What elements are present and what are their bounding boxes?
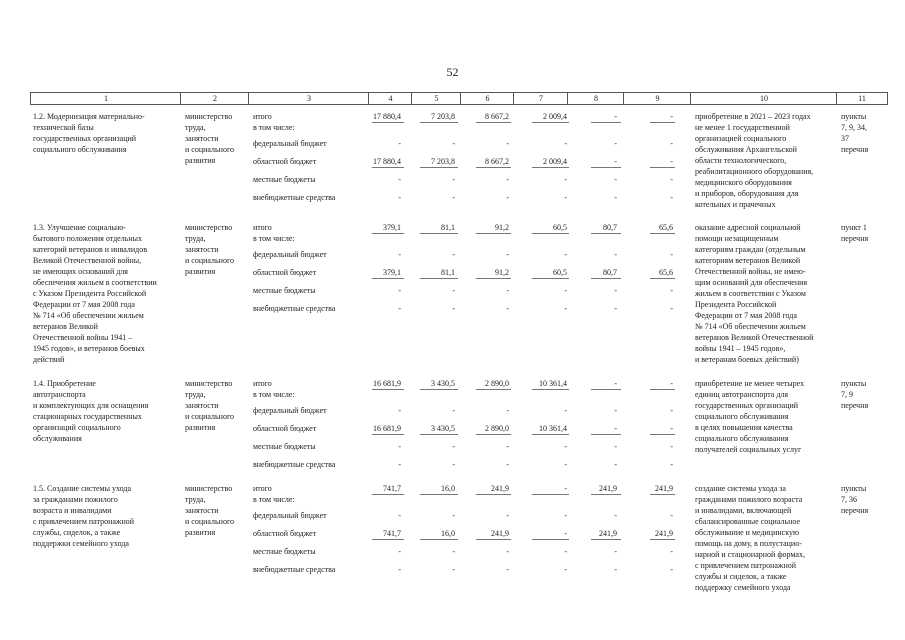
funding-source-label: областной бюджет: [253, 157, 317, 166]
funding-value: 741,7: [383, 529, 401, 538]
plan-reference: пункты 7, 9, 34, 37 перечня: [841, 112, 869, 154]
value-underline: [532, 278, 569, 279]
funding-value: -: [614, 511, 617, 520]
value-underline: [476, 167, 511, 168]
funding-value: -: [670, 442, 673, 451]
funding-value: 7 203,8: [431, 157, 455, 166]
value-underline: [532, 122, 569, 123]
activity-name: 1.2. Модернизация материально- технической базы государственных организаций социального обслуживания: [33, 112, 145, 154]
header-col-7: 7: [539, 94, 543, 103]
funding-value: -: [670, 406, 673, 415]
expected-result: приобретение не менее четырех единиц автотранспорта для государственных организаций социального обслуживания в целях повышения качества социального обслуживания получателей социальных услуг: [695, 379, 805, 454]
header-col-8: 8: [594, 94, 598, 103]
value-underline: [420, 539, 458, 540]
value-underline: [420, 389, 458, 390]
funding-source-label: местные бюджеты: [253, 286, 316, 295]
value-underline: [650, 389, 675, 390]
table-header: [30, 92, 888, 105]
funding-value: -: [452, 511, 455, 520]
value-underline: [476, 494, 511, 495]
funding-value: 60,5: [553, 268, 567, 277]
header-divider: [567, 93, 568, 104]
funding-value: -: [506, 460, 509, 469]
value-underline: [372, 494, 404, 495]
funding-value: 65,6: [659, 223, 673, 232]
value-underline: [591, 122, 621, 123]
funding-value: 65,6: [659, 268, 673, 277]
value-underline: [420, 233, 458, 234]
funding-value: -: [452, 304, 455, 313]
value-underline: [532, 494, 569, 495]
funding-value: 60,5: [553, 223, 567, 232]
funding-value: -: [614, 112, 617, 121]
funding-source-label: итого в том числе:: [253, 484, 295, 504]
funding-value: 379,1: [383, 268, 401, 277]
funding-value: -: [670, 157, 673, 166]
funding-value: -: [564, 442, 567, 451]
value-underline: [420, 278, 458, 279]
header-col-1: 1: [104, 94, 108, 103]
funding-value: -: [614, 460, 617, 469]
header-divider: [460, 93, 461, 104]
funding-value: 16 681,9: [373, 379, 401, 388]
value-underline: [650, 434, 675, 435]
funding-value: 91,2: [495, 223, 509, 232]
header-divider: [623, 93, 624, 104]
funding-value: -: [564, 304, 567, 313]
funding-value: -: [564, 175, 567, 184]
funding-value: -: [398, 547, 401, 556]
expected-result: создание системы ухода за гражданами пожилого возраста и инвалидами, включающей сбалансированные социальное обслуживание и медицинскую помощь на дому, в полустацио- нарной и стационарной формах, с привлечением патронажной службы и сиделок, а также поддержку семейного ухода: [695, 484, 805, 592]
plan-reference: пункт 1 перечня: [841, 223, 869, 243]
activity-name: 1.5. Создание системы ухода за гражданами пожилого возраста и инвалидами с привлечением патронажной службы, сиделок, а также поддержки семейного ухода: [33, 484, 135, 548]
funding-value: 81,1: [441, 223, 455, 232]
value-underline: [650, 233, 675, 234]
funding-value: -: [670, 286, 673, 295]
funding-value: -: [670, 304, 673, 313]
value-underline: [476, 122, 511, 123]
funding-source-label: местные бюджеты: [253, 175, 316, 184]
funding-value: -: [614, 547, 617, 556]
funding-value: -: [398, 565, 401, 574]
funding-value: -: [506, 304, 509, 313]
value-underline: [650, 122, 675, 123]
funding-source-label: внебюджетные средства: [253, 304, 336, 313]
funding-value: -: [452, 547, 455, 556]
value-underline: [372, 233, 404, 234]
funding-value: 241,9: [599, 484, 617, 493]
funding-value: 379,1: [383, 223, 401, 232]
value-underline: [532, 539, 569, 540]
funding-value: -: [614, 565, 617, 574]
funding-value: 241,9: [655, 529, 673, 538]
funding-source-label: федеральный бюджет: [253, 511, 327, 520]
funding-value: 3 430,5: [431, 379, 455, 388]
funding-value: 80,7: [603, 223, 617, 232]
value-underline: [650, 539, 675, 540]
funding-value: 10 361,4: [539, 424, 567, 433]
responsible-executor: министерство труда, занятости и социального развития: [185, 379, 235, 432]
header-divider: [411, 93, 412, 104]
funding-value: -: [506, 406, 509, 415]
funding-value: 241,9: [599, 529, 617, 538]
funding-value: -: [506, 547, 509, 556]
funding-value: 241,9: [491, 484, 509, 493]
funding-value: -: [564, 565, 567, 574]
header-col-4: 4: [388, 94, 393, 103]
value-underline: [420, 122, 458, 123]
funding-value: 80,7: [603, 268, 617, 277]
funding-source-label: областной бюджет: [253, 268, 317, 277]
funding-value: 741,7: [383, 484, 401, 493]
funding-value: 2 009,4: [543, 112, 567, 121]
funding-value: -: [398, 139, 401, 148]
funding-value: 91,2: [495, 268, 509, 277]
funding-value: -: [506, 250, 509, 259]
funding-value: -: [564, 286, 567, 295]
header-divider: [248, 93, 249, 104]
funding-value: -: [452, 250, 455, 259]
value-underline: [372, 389, 404, 390]
funding-value: -: [670, 424, 673, 433]
funding-source-label: итого в том числе:: [253, 223, 295, 243]
page-number: 52: [446, 65, 459, 79]
funding-value: -: [506, 511, 509, 520]
value-underline: [591, 434, 621, 435]
responsible-executor: министерство труда, занятости и социального развития: [185, 223, 235, 276]
funding-source-label: федеральный бюджет: [253, 406, 327, 415]
funding-value: -: [452, 139, 455, 148]
funding-value: -: [564, 529, 567, 538]
value-underline: [532, 233, 569, 234]
funding-value: -: [506, 442, 509, 451]
funding-value: 8 667,2: [485, 157, 509, 166]
header-divider: [368, 93, 369, 104]
value-underline: [591, 539, 621, 540]
funding-value: 16,0: [441, 484, 455, 493]
value-underline: [591, 494, 621, 495]
funding-source-label: федеральный бюджет: [253, 250, 327, 259]
value-underline: [372, 434, 404, 435]
funding-value: -: [398, 442, 401, 451]
plan-reference: пункты 7, 36 перечня: [841, 484, 869, 515]
funding-value: -: [670, 547, 673, 556]
funding-value: -: [670, 379, 673, 388]
header-divider: [180, 93, 181, 104]
funding-value: -: [398, 511, 401, 520]
funding-value: -: [398, 406, 401, 415]
funding-value: -: [452, 460, 455, 469]
funding-value: -: [564, 460, 567, 469]
funding-value: -: [506, 139, 509, 148]
funding-source-label: областной бюджет: [253, 424, 317, 433]
funding-value: -: [398, 286, 401, 295]
funding-value: 241,9: [491, 529, 509, 538]
header-divider: [513, 93, 514, 104]
funding-value: -: [564, 484, 567, 493]
value-underline: [476, 539, 511, 540]
value-underline: [420, 434, 458, 435]
responsible-executor: министерство труда, занятости и социального развития: [185, 484, 235, 537]
funding-value: 17 880,4: [373, 112, 401, 121]
funding-value: -: [614, 442, 617, 451]
funding-value: -: [614, 250, 617, 259]
funding-value: -: [398, 304, 401, 313]
funding-value: 16 681,9: [373, 424, 401, 433]
funding-value: -: [398, 250, 401, 259]
funding-value: -: [564, 547, 567, 556]
header-col-3: 3: [307, 94, 311, 103]
value-underline: [372, 167, 404, 168]
funding-value: -: [398, 460, 401, 469]
funding-value: -: [614, 286, 617, 295]
funding-value: 2 890,0: [485, 379, 509, 388]
funding-value: -: [506, 193, 509, 202]
funding-value: 16,0: [441, 529, 455, 538]
header-col-11: 11: [858, 94, 866, 103]
funding-value: -: [564, 406, 567, 415]
expected-result: оказание адресной социальной помощи незащищенным категориям граждан (отдельным категориям ветеранов Великой Отечественной войны, не имею- щим оснований для обеспечения жильем в соответствии с Указом Президента Российской Федерации от 7 мая 2008 года № 714 «Об обеспечении жильем ветеранов Великой Отечественной войны 1941 – 1945 годов», и ветеранам боевых действий): [695, 223, 814, 364]
funding-source-label: внебюджетные средства: [253, 460, 336, 469]
funding-value: -: [670, 250, 673, 259]
funding-value: -: [614, 157, 617, 166]
funding-value: -: [452, 406, 455, 415]
funding-value: -: [564, 193, 567, 202]
funding-value: -: [398, 175, 401, 184]
funding-value: -: [564, 139, 567, 148]
value-underline: [532, 434, 569, 435]
value-underline: [591, 167, 621, 168]
value-underline: [650, 278, 675, 279]
funding-value: 7 203,8: [431, 112, 455, 121]
value-underline: [420, 494, 458, 495]
funding-value: -: [564, 511, 567, 520]
funding-value: 10 361,4: [539, 379, 567, 388]
funding-value: -: [614, 304, 617, 313]
value-underline: [372, 278, 404, 279]
funding-value: -: [614, 406, 617, 415]
value-underline: [591, 278, 621, 279]
funding-source-label: федеральный бюджет: [253, 139, 327, 148]
funding-value: -: [452, 175, 455, 184]
funding-source-label: областной бюджет: [253, 529, 317, 538]
funding-value: 2 009,4: [543, 157, 567, 166]
funding-source-label: итого в том числе:: [253, 379, 295, 399]
funding-source-label: внебюджетные средства: [253, 565, 336, 574]
header-col-2: 2: [213, 94, 217, 103]
value-underline: [650, 494, 675, 495]
value-underline: [476, 278, 511, 279]
funding-value: -: [670, 175, 673, 184]
funding-value: -: [670, 460, 673, 469]
funding-value: 241,9: [655, 484, 673, 493]
header-divider: [836, 93, 837, 104]
funding-value: 3 430,5: [431, 424, 455, 433]
funding-value: 17 880,4: [373, 157, 401, 166]
funding-value: -: [398, 193, 401, 202]
value-underline: [650, 167, 675, 168]
header-col-9: 9: [655, 94, 660, 103]
header-col-6: 6: [485, 94, 490, 103]
funding-value: -: [614, 379, 617, 388]
funding-value: -: [452, 286, 455, 295]
funding-value: -: [452, 193, 455, 202]
funding-value: -: [670, 193, 673, 202]
funding-value: -: [614, 175, 617, 184]
funding-source-label: местные бюджеты: [253, 547, 316, 556]
funding-value: -: [564, 250, 567, 259]
funding-source-label: итого в том числе:: [253, 112, 295, 132]
funding-value: -: [614, 193, 617, 202]
value-underline: [532, 389, 569, 390]
activity-name: 1.3. Улучшение социально- бытового положения отдельных категорий ветеранов и инвалидов Великой Отечественной войны, не имеющих оснований для обеспечения жильем в соответствии с Указом Президента Российской Федерации от 7 мая 2008 года № 714 «Об обеспечении жильем ветеранов Великой Отечественной войны 1941 – 1945 годов», и ветеранов боевых действий: [33, 223, 157, 364]
value-underline: [476, 233, 511, 234]
funding-value: -: [506, 286, 509, 295]
value-underline: [420, 167, 458, 168]
plan-reference: пункты 7, 9 перечня: [841, 379, 869, 410]
funding-value: 8 667,2: [485, 112, 509, 121]
funding-source-label: местные бюджеты: [253, 442, 316, 451]
value-underline: [372, 539, 404, 540]
funding-value: -: [506, 175, 509, 184]
value-underline: [532, 167, 569, 168]
funding-value: -: [670, 511, 673, 520]
value-underline: [476, 389, 511, 390]
funding-value: -: [614, 139, 617, 148]
funding-value: -: [670, 139, 673, 148]
responsible-executor: министерство труда, занятости и социального развития: [185, 112, 235, 165]
funding-value: -: [506, 565, 509, 574]
value-underline: [591, 389, 621, 390]
funding-value: -: [452, 565, 455, 574]
value-underline: [591, 233, 621, 234]
funding-value: -: [670, 565, 673, 574]
value-underline: [476, 434, 511, 435]
funding-value: -: [670, 112, 673, 121]
header-col-10: 10: [760, 94, 768, 103]
value-underline: [372, 122, 404, 123]
funding-value: 2 890,0: [485, 424, 509, 433]
header-col-5: 5: [434, 94, 439, 103]
funding-value: -: [614, 424, 617, 433]
expected-result: приобретение в 2021 – 2023 годах не менее 1 государственной организацией социального обслуживания Архангельской области технологического, реабилитационного оборудования, медицинского оборудования и приборов, оборудования для котельных и прачечных: [695, 112, 814, 209]
activity-name: 1.4. Приобретение автотранспорта и комплектующих для оснащения стационарных государственных организаций социального обслуживания: [33, 379, 149, 443]
header-divider: [690, 93, 691, 104]
funding-value: 81,1: [441, 268, 455, 277]
funding-source-label: внебюджетные средства: [253, 193, 336, 202]
funding-value: -: [452, 442, 455, 451]
